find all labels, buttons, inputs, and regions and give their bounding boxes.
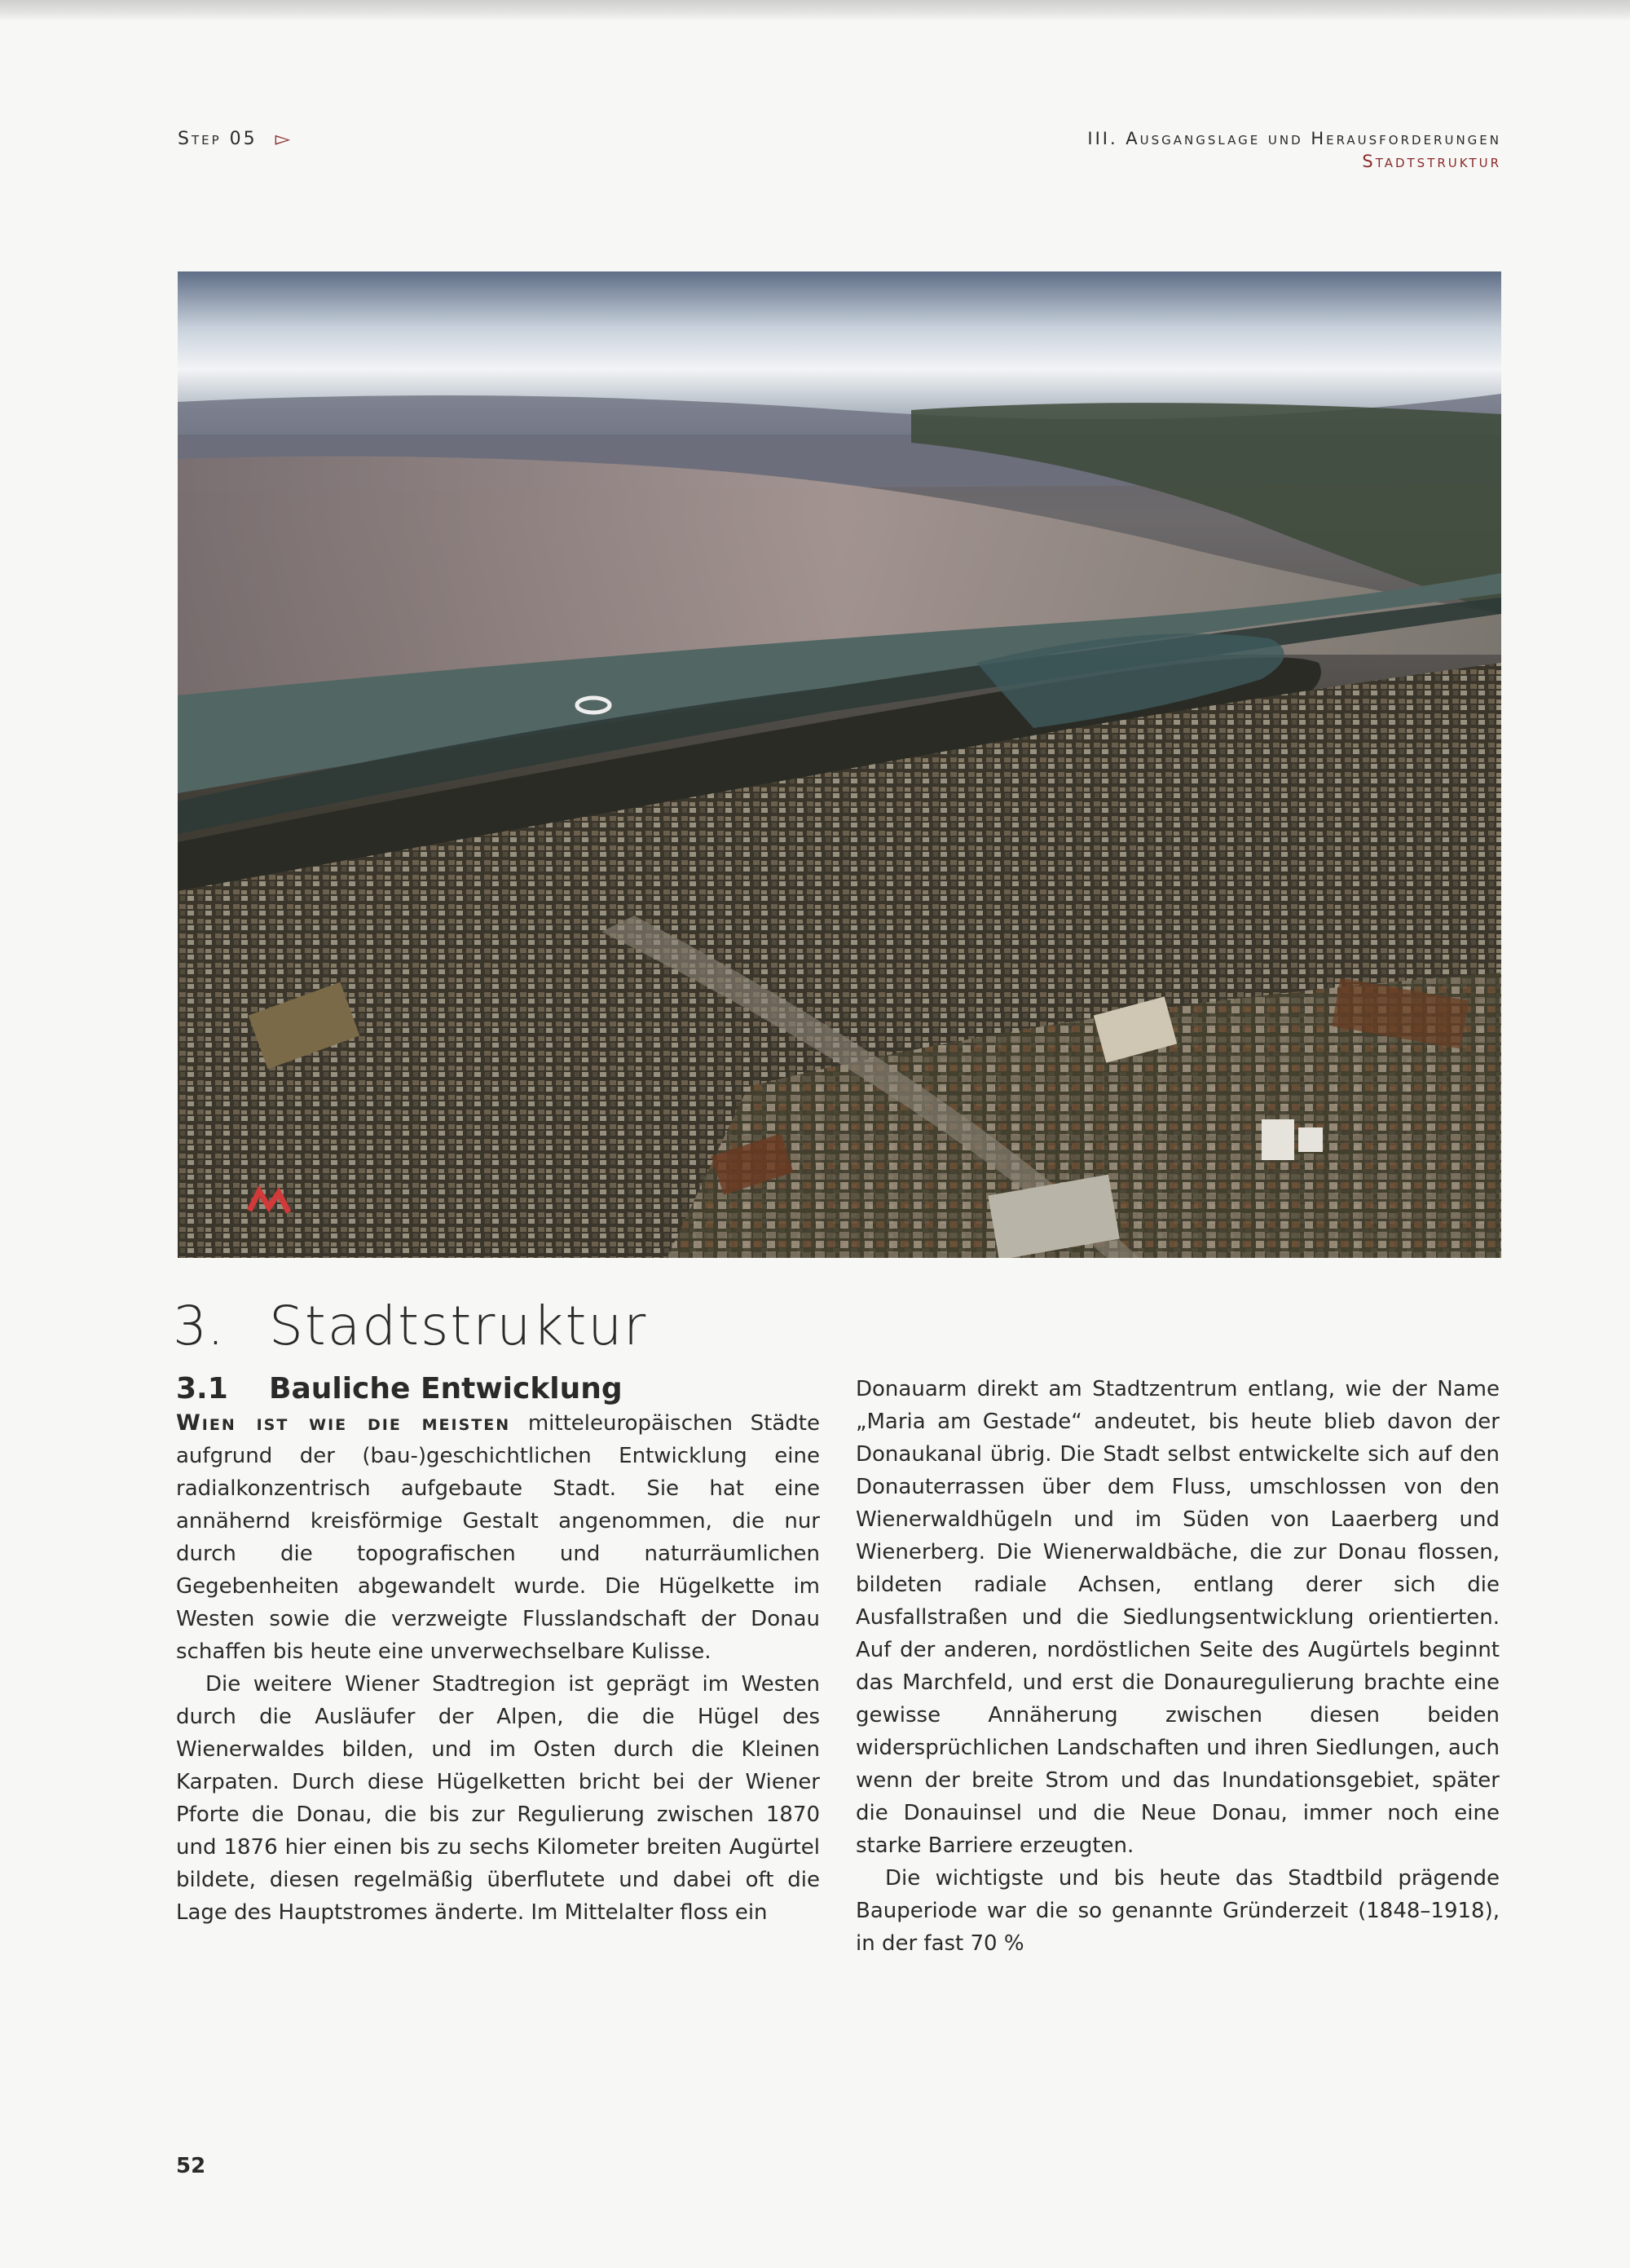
section-number: 3.1 — [176, 1372, 228, 1405]
step-label: Step 05 — [178, 128, 258, 149]
play-arrow-icon: ▻ — [275, 127, 291, 150]
aerial-photo — [178, 271, 1501, 1258]
page-number: 52 — [176, 2154, 206, 2178]
section-title: Bauliche Entwicklung — [269, 1372, 623, 1405]
chapter-number: 3. — [173, 1295, 224, 1357]
text-column-right — [856, 1373, 1500, 1960]
running-header-step — [178, 127, 290, 150]
paragraph-4: Die wichtigste und bis heute das Stadtbild prägende Bauperiode war die so genannte Gründerzeit (1848–1918), in der fast 70 % — [856, 1866, 1500, 1956]
paragraph-3: Donauarm direkt am Stadtzentrum entlang, wie der Name „Maria am Gestade“ andeutet, bis heute blieb davon der Donaukanal übrig. Die Stadt selbst entwickelte sich auf den Donauterrassen über dem Fluss, umschlossen von den Wienerwaldhügeln und im Süden von Laaerberg und Wienerberg. Die Wienerwaldbäche, die zur Donau flossen, bildeten radiale Achsen, entlang derer sich die Ausfallstraßen und die Siedlungsentwicklung orientierten. Auf der anderen, nordöstlichen Seite des Augürtels beginnt das Marchfeld, und erst die Donauregulierung brachte eine gewisse Annäherung zwischen diesen beiden widersprüchlichen Landschaften und ihren Siedlungen, auch wenn der breite Strom und das Inundationsgebiet, später die Donauinsel und die Neue Donau, immer noch eine starke Barriere erzeugten. — [856, 1377, 1500, 1858]
section-label: Stadtstruktur — [1362, 152, 1501, 171]
paragraph-1 — [176, 1407, 820, 1668]
paragraph-2: Die weitere Wiener Stadtregion ist geprägt im Westen durch die Ausläufer der Alpen, die die Hügel des Wienerwaldes bilden, und im Osten durch die Kleinen Karpaten. Durch diese Hügelketten bricht bei der Wiener Pforte die Donau, die bis zur Regulierung zwischen 1870 und 1876 hier einen bis zu sechs Kilometer breiten Augürtel bildete, diesen regelmäßig überflutete und dabei oft die Lage des Hauptstromes änderte. Im Mittelalter floss ein — [176, 1672, 820, 1925]
chapter-label: III. Ausgangslage und Herausforderungen — [1087, 129, 1501, 148]
aerial-photo-image — [178, 271, 1501, 1258]
chapter-title: Stadtstruktur — [269, 1295, 648, 1357]
scan-edge — [0, 0, 1630, 21]
lead-in: Wien ist wie die meisten — [176, 1410, 511, 1436]
running-header-chapter — [1087, 127, 1501, 173]
text-column-left — [176, 1373, 820, 1929]
section-heading — [176, 1373, 820, 1405]
paragraph-1-text: mitteleuropäischen Städte aufgrund der (bau-)geschichtlichen Entwicklung eine radialkonzentrisch aufgebaute Stadt. Sie hat eine annähernd kreisförmige Gestalt angenommen, die nur durch die topografischen und naturräumlichen Gegebenheiten abgewandelt wurde. Die Hügelkette im Westen sowie die verzweigte Flusslandschaft der Donau schaffen bis heute eine unverwechselbare Kulisse. — [176, 1411, 820, 1664]
chapter-heading — [173, 1295, 647, 1357]
